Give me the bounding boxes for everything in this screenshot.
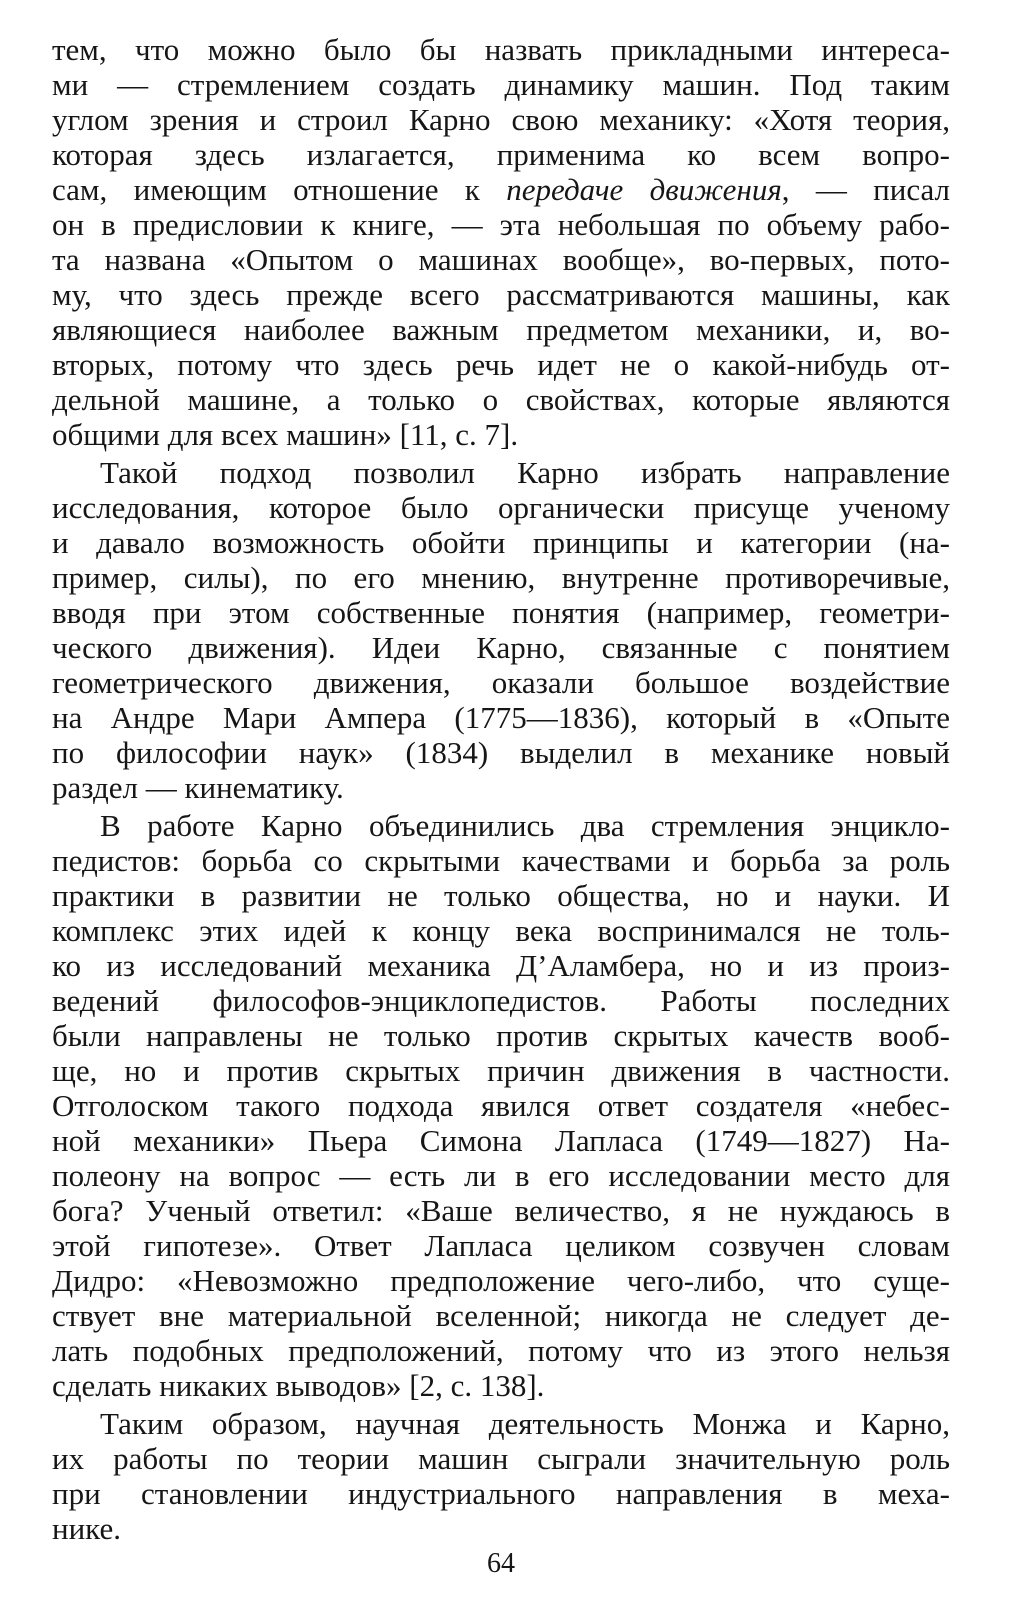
text-line: при становлении индустриального направления в меха-: [52, 1476, 950, 1511]
text-line: лать подобных предположений, потому что из этого нельзя: [52, 1333, 950, 1368]
text-line: общими для всех машин» [11, с. 7].: [52, 417, 519, 452]
text-line: раздел — кинематику.: [52, 770, 344, 805]
text-line: нике.: [52, 1511, 121, 1546]
text-line: вторых, потому что здесь речь идет не о какой-нибудь от-: [52, 347, 950, 382]
text-line: вводя при этом собственные понятия (например, геометри-: [52, 595, 950, 630]
text-line: практики в развитии не только общества, но и науки. И: [52, 878, 950, 913]
text-line: сделать никаких выводов» [2, с. 138].: [52, 1368, 545, 1403]
text-line: геометрического движения, оказали большое воздействие: [52, 665, 950, 700]
text-line: были направлены не только против скрытых качеств вооб-: [52, 1018, 950, 1053]
text-line: му, что здесь прежде всего рассматриваются машины, как: [52, 277, 950, 312]
text-line: полеону на вопрос — есть ли в его исследовании место для: [52, 1158, 950, 1193]
text-line: ческого движения). Идеи Карно, связанные с понятием: [52, 630, 950, 665]
text-line: Такой подход позволил Карно избрать направление: [100, 455, 950, 490]
text-line: дельной машине, а только о свойствах, которые являются: [52, 382, 950, 417]
text-line: их работы по теории машин сыграли значительную роль: [52, 1441, 950, 1476]
text-line: Отголоском такого подхода явился ответ создателя «небес-: [52, 1088, 950, 1123]
text-line: этой гипотезе». Ответ Лапласа целиком созвучен словам: [52, 1228, 950, 1263]
book-page: [52, 30, 950, 1579]
text-line: В работе Карно объединились два стремления энцикло-: [100, 808, 950, 843]
text-line: педистов: борьба со скрытыми качествами и борьба за роль: [52, 843, 950, 878]
text-line: являющиеся наиболее важным предметом механики, и, во-: [52, 312, 950, 347]
text-line: исследования, которое было органически присуще ученому: [52, 490, 950, 525]
text-line: Таким образом, научная деятельность Монжа и Карно,: [100, 1406, 950, 1441]
text-line: по философии наук» (1834) выделил в механике новый: [52, 735, 950, 770]
text-fragment: сам, имеющим отношение к: [52, 172, 507, 207]
text-line: та названа «Опытом о машинах вообще», во-первых, пото-: [52, 242, 950, 277]
text-line: ми — стремлением создать динамику машин. Под таким: [52, 67, 950, 102]
text-line: ко из исследований механика Д’Аламбера, но и из произ-: [52, 948, 950, 983]
text-line: ведений философов-энциклопедистов. Работы последних: [52, 983, 950, 1018]
text-line: которая здесь излагается, применима ко всем вопро-: [52, 137, 950, 172]
text-line: на Андре Мари Ампера (1775—1836), который в «Опыте: [52, 700, 950, 735]
text-line: ще, но и против скрытых причин движения в частности.: [52, 1053, 950, 1088]
text-line: ствует вне материальной вселенной; никогда не следует де-: [52, 1298, 950, 1333]
text-line: пример, силы), по его мнению, внутренне противоречивые,: [52, 560, 950, 595]
page-number: 64: [487, 1548, 515, 1579]
text-line: [52, 170, 950, 210]
text-line: Дидро: «Невозможно предположение чего-либо, что суще-: [52, 1263, 950, 1298]
text-fragment: , — писал: [781, 172, 950, 207]
text-line: комплекс этих идей к концу века воспринимался не толь-: [52, 913, 950, 948]
text-line: бога? Ученый ответил: «Ваше величество, я не нуждаюсь в: [52, 1193, 950, 1228]
text-line: он в предисловии к книге, — эта небольшая по объему рабо-: [52, 207, 950, 242]
text-line: углом зрения и строил Карно свою механику: «Хотя теория,: [52, 102, 950, 137]
text-line: тем, что можно было бы назвать прикладными интереса-: [52, 32, 950, 67]
text-line: и давало возможность обойти принципы и категории (на-: [52, 525, 950, 560]
text-line: ной механики» Пьера Симона Лапласа (1749—1827) На-: [52, 1123, 950, 1158]
emphasized-phrase: передаче движения: [506, 172, 782, 207]
